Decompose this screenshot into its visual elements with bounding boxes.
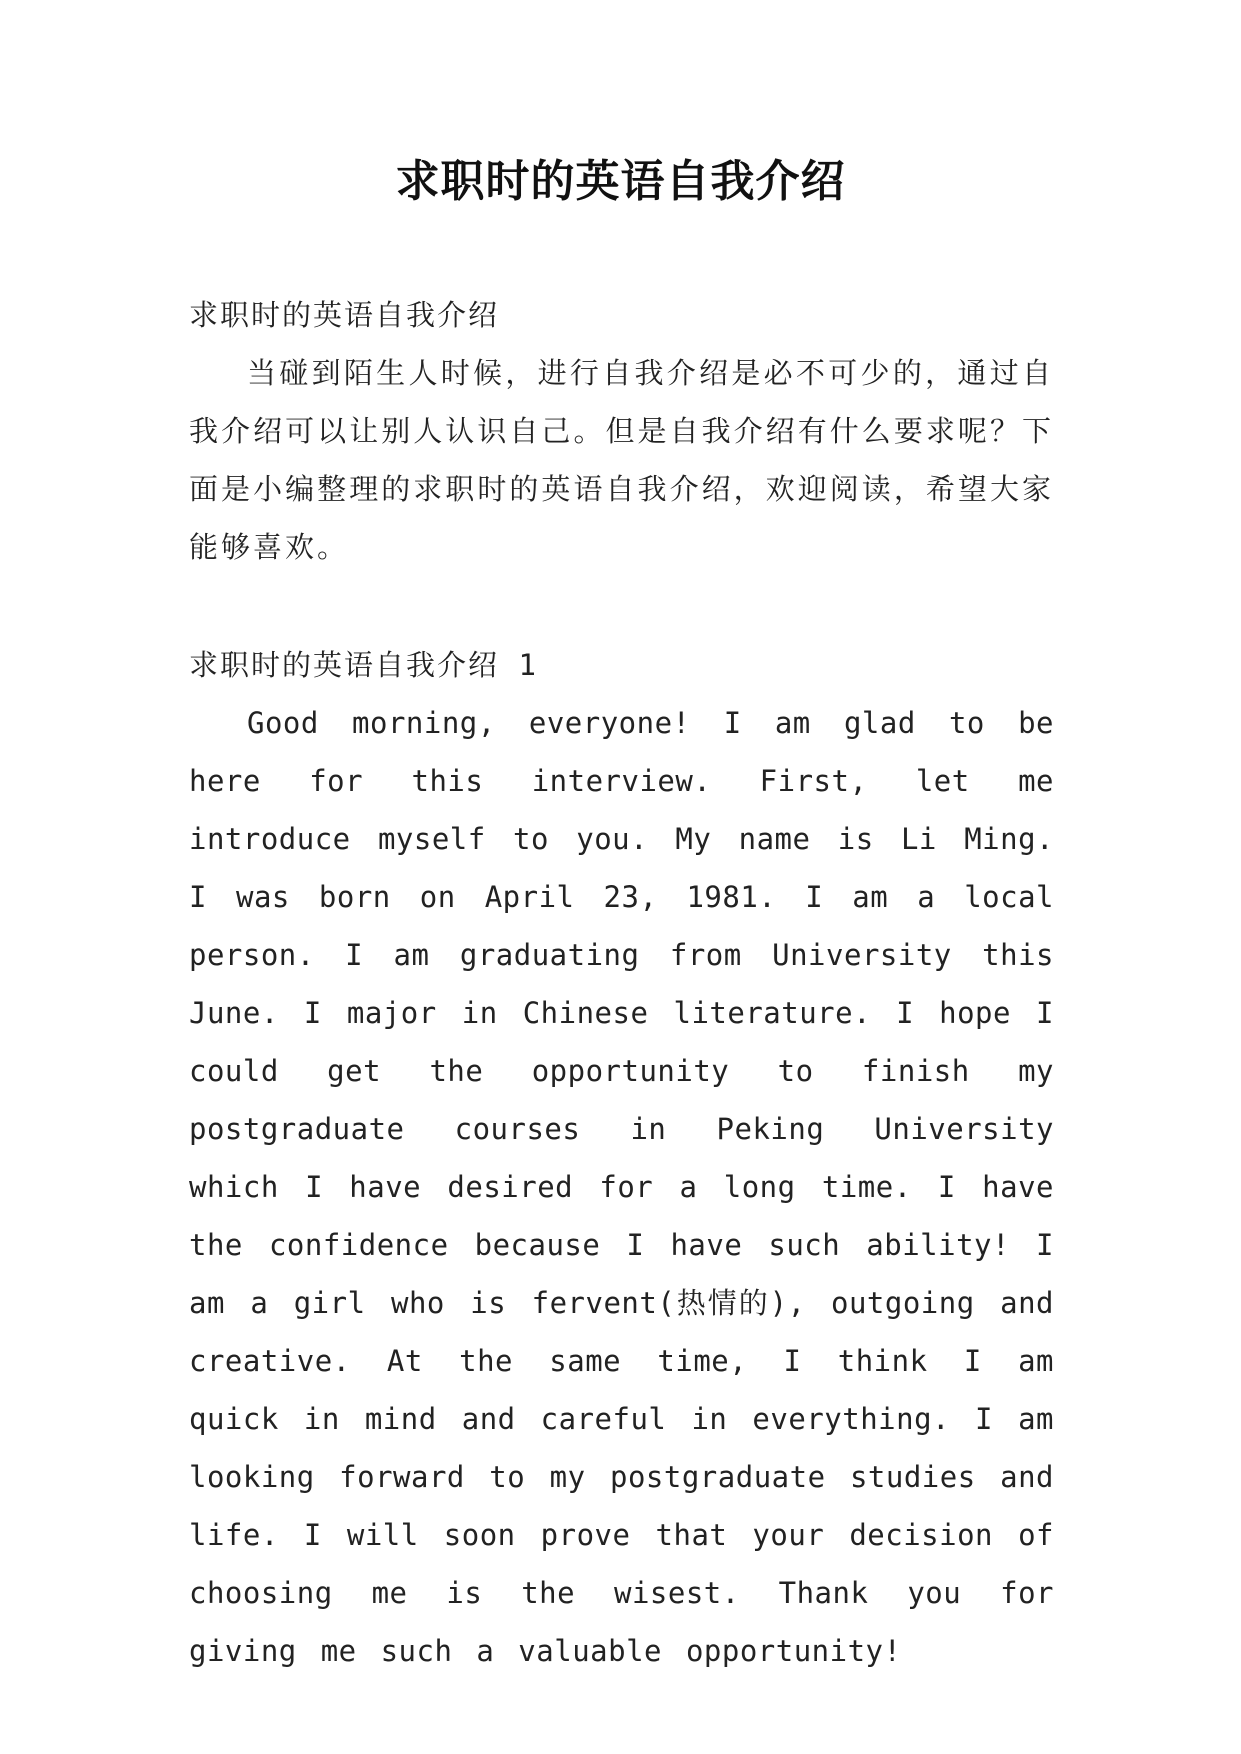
english-introduction-paragraph: Good morning, everyone! I am glad to be here for this interview. First, let me introduce myself to you. My name is Li Ming. I was born on April 23, 1981. I am a local person. I am graduating from University this June. I major in Chinese literature. I hope I could get the opportunity to finish my postgraduate courses in Peking University which I have desired for a long time. I have the confidence because I have such ability! I am a girl who is fervent(热情的), outgoing and creative. At the same time, I think I am quick in mind and careful in everything. I am looking forward to my postgraduate studies and life. I will soon prove that your decision of choosing me is the wisest. Thank you for giving me such a valuable opportunity! — [189, 706, 1054, 1668]
page-title: 求职时的英语自我介绍 — [395, 156, 846, 207]
section-heading-1: 求职时的英语自我介绍 1 — [189, 648, 538, 682]
section-heading-main: 求职时的英语自我介绍 — [189, 298, 500, 332]
intro-paragraph: 当碰到陌生人时候，进行自我介绍是必不可少的，通过自我介绍可以让别人认识自己。但是自我介绍有什么要求呢？下面是小编整理的求职时的英语自我介绍，欢迎阅读，希望大家能够喜欢。 — [189, 356, 1054, 564]
